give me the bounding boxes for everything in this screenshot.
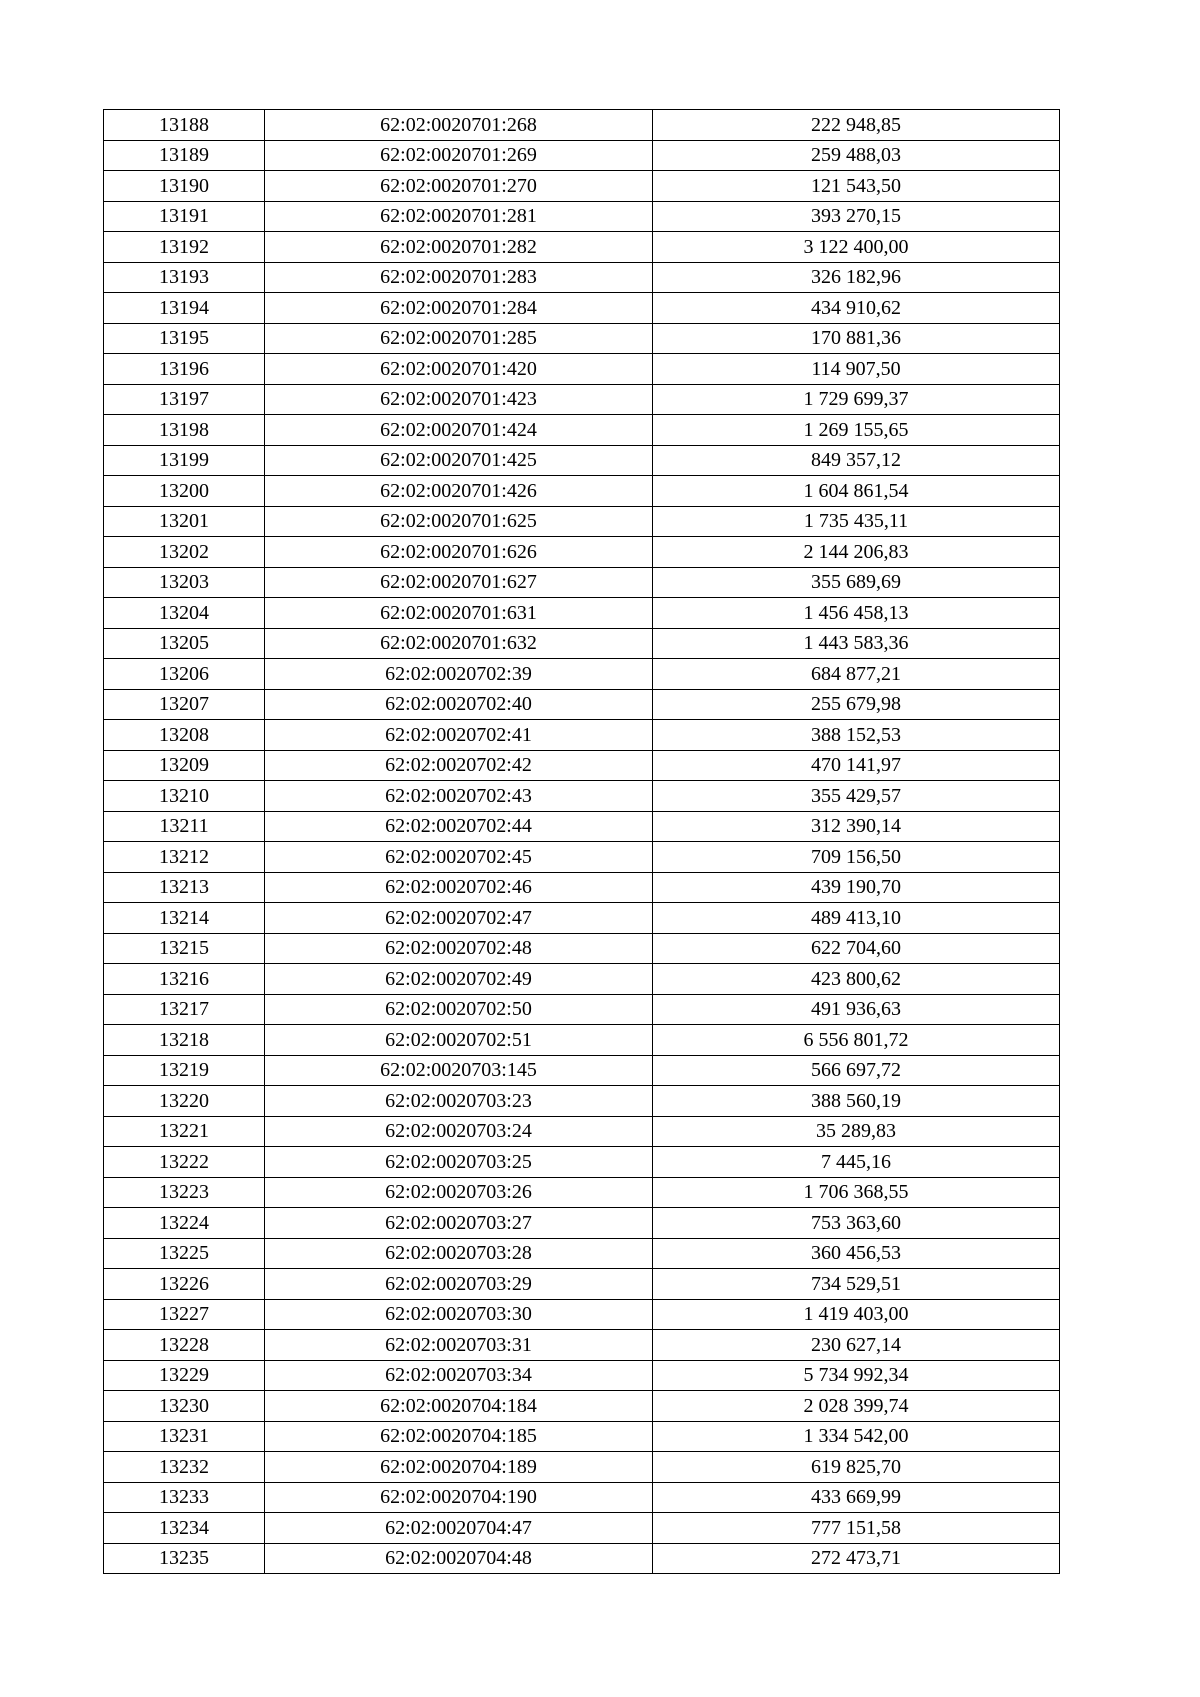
cadastral-number-cell: 62:02:0020702:44	[265, 811, 653, 842]
cadastral-value-cell: 1 729 699,37	[653, 384, 1060, 415]
cadastral-value-cell: 326 182,96	[653, 262, 1060, 293]
table-body	[104, 110, 1060, 1574]
cadastral-value-cell: 434 910,62	[653, 293, 1060, 324]
cadastral-value-cell: 7 445,16	[653, 1147, 1060, 1178]
row-number-cell: 13200	[104, 476, 265, 507]
cadastral-number-cell: 62:02:0020701:284	[265, 293, 653, 324]
row-number-cell: 13198	[104, 415, 265, 446]
cadastral-value-cell: 491 936,63	[653, 994, 1060, 1025]
table-row	[104, 1513, 1060, 1544]
cadastral-number-cell: 62:02:0020703:29	[265, 1269, 653, 1300]
cadastral-value-cell: 709 156,50	[653, 842, 1060, 873]
row-number-cell: 13196	[104, 354, 265, 385]
row-number-cell: 13224	[104, 1208, 265, 1239]
cadastral-number-cell: 62:02:0020704:185	[265, 1421, 653, 1452]
cadastral-number-cell: 62:02:0020703:24	[265, 1116, 653, 1147]
cadastral-number-cell: 62:02:0020701:426	[265, 476, 653, 507]
cadastral-number-cell: 62:02:0020702:39	[265, 659, 653, 690]
cadastral-number-cell: 62:02:0020703:23	[265, 1086, 653, 1117]
cadastral-value-cell: 121 543,50	[653, 171, 1060, 202]
cadastral-value-cell: 230 627,14	[653, 1330, 1060, 1361]
cadastral-number-cell: 62:02:0020702:43	[265, 781, 653, 812]
cadastral-value-cell: 5 734 992,34	[653, 1360, 1060, 1391]
table-row	[104, 720, 1060, 751]
cadastral-number-cell: 62:02:0020703:26	[265, 1177, 653, 1208]
cadastral-number-cell: 62:02:0020703:31	[265, 1330, 653, 1361]
cadastral-number-cell: 62:02:0020701:283	[265, 262, 653, 293]
cadastral-value-cell: 3 122 400,00	[653, 232, 1060, 263]
row-number-cell: 13201	[104, 506, 265, 537]
row-number-cell: 13195	[104, 323, 265, 354]
table-row	[104, 903, 1060, 934]
table-row	[104, 1330, 1060, 1361]
table-row	[104, 171, 1060, 202]
cadastral-value-cell: 355 429,57	[653, 781, 1060, 812]
row-number-cell: 13209	[104, 750, 265, 781]
cadastral-value-cell: 1 443 583,36	[653, 628, 1060, 659]
cadastral-number-cell: 62:02:0020702:49	[265, 964, 653, 995]
row-number-cell: 13192	[104, 232, 265, 263]
row-number-cell: 13188	[104, 110, 265, 141]
row-number-cell: 13207	[104, 689, 265, 720]
table-row	[104, 781, 1060, 812]
cadastral-number-cell: 62:02:0020702:42	[265, 750, 653, 781]
table-row	[104, 476, 1060, 507]
cadastral-number-cell: 62:02:0020701:627	[265, 567, 653, 598]
row-number-cell: 13208	[104, 720, 265, 751]
row-number-cell: 13231	[104, 1421, 265, 1452]
row-number-cell: 13190	[104, 171, 265, 202]
row-number-cell: 13203	[104, 567, 265, 598]
cadastral-number-cell: 62:02:0020701:625	[265, 506, 653, 537]
table-row	[104, 293, 1060, 324]
row-number-cell: 13230	[104, 1391, 265, 1422]
row-number-cell: 13199	[104, 445, 265, 476]
cadastral-number-cell: 62:02:0020704:184	[265, 1391, 653, 1422]
cadastral-value-cell: 114 907,50	[653, 354, 1060, 385]
table-row	[104, 1208, 1060, 1239]
cadastral-value-table	[103, 109, 1060, 1574]
cadastral-number-cell: 62:02:0020702:41	[265, 720, 653, 751]
cadastral-number-cell: 62:02:0020701:282	[265, 232, 653, 263]
row-number-cell: 13225	[104, 1238, 265, 1269]
table-row	[104, 659, 1060, 690]
cadastral-value-cell: 360 456,53	[653, 1238, 1060, 1269]
cadastral-value-cell: 1 456 458,13	[653, 598, 1060, 629]
table-row	[104, 964, 1060, 995]
table-row	[104, 1269, 1060, 1300]
row-number-cell: 13194	[104, 293, 265, 324]
cadastral-number-cell: 62:02:0020701:270	[265, 171, 653, 202]
cadastral-number-cell: 62:02:0020701:285	[265, 323, 653, 354]
table-row	[104, 201, 1060, 232]
table-row	[104, 1086, 1060, 1117]
table-row	[104, 598, 1060, 629]
table-row	[104, 811, 1060, 842]
cadastral-value-cell: 393 270,15	[653, 201, 1060, 232]
row-number-cell: 13204	[104, 598, 265, 629]
cadastral-value-cell: 312 390,14	[653, 811, 1060, 842]
table-row	[104, 750, 1060, 781]
cadastral-value-cell: 1 419 403,00	[653, 1299, 1060, 1330]
cadastral-number-cell: 62:02:0020701:423	[265, 384, 653, 415]
cadastral-number-cell: 62:02:0020702:47	[265, 903, 653, 934]
cadastral-number-cell: 62:02:0020704:190	[265, 1482, 653, 1513]
cadastral-value-cell: 1 706 368,55	[653, 1177, 1060, 1208]
cadastral-number-cell: 62:02:0020701:420	[265, 354, 653, 385]
row-number-cell: 13223	[104, 1177, 265, 1208]
cadastral-number-cell: 62:02:0020703:30	[265, 1299, 653, 1330]
row-number-cell: 13206	[104, 659, 265, 690]
cadastral-number-cell: 62:02:0020701:424	[265, 415, 653, 446]
cadastral-value-cell: 849 357,12	[653, 445, 1060, 476]
row-number-cell: 13229	[104, 1360, 265, 1391]
cadastral-value-cell: 272 473,71	[653, 1543, 1060, 1574]
cadastral-number-cell: 62:02:0020703:145	[265, 1055, 653, 1086]
row-number-cell: 13227	[104, 1299, 265, 1330]
row-number-cell: 13222	[104, 1147, 265, 1178]
row-number-cell: 13211	[104, 811, 265, 842]
table-row	[104, 689, 1060, 720]
table-row	[104, 415, 1060, 446]
cadastral-value-cell: 1 334 542,00	[653, 1421, 1060, 1452]
cadastral-value-cell: 433 669,99	[653, 1482, 1060, 1513]
table-row	[104, 1391, 1060, 1422]
cadastral-number-cell: 62:02:0020702:51	[265, 1025, 653, 1056]
cadastral-number-cell: 62:02:0020701:631	[265, 598, 653, 629]
table-row	[104, 1299, 1060, 1330]
cadastral-value-cell: 734 529,51	[653, 1269, 1060, 1300]
table-row	[104, 1238, 1060, 1269]
cadastral-number-cell: 62:02:0020701:268	[265, 110, 653, 141]
table-row	[104, 1177, 1060, 1208]
table-row	[104, 1116, 1060, 1147]
cadastral-number-cell: 62:02:0020702:40	[265, 689, 653, 720]
row-number-cell: 13218	[104, 1025, 265, 1056]
table-row	[104, 110, 1060, 141]
cadastral-number-cell: 62:02:0020702:48	[265, 933, 653, 964]
table-row	[104, 262, 1060, 293]
table-row	[104, 1360, 1060, 1391]
table-row	[104, 1055, 1060, 1086]
table-row	[104, 140, 1060, 171]
cadastral-number-cell: 62:02:0020702:46	[265, 872, 653, 903]
table-row	[104, 1543, 1060, 1574]
table-row	[104, 1452, 1060, 1483]
cadastral-value-cell: 222 948,85	[653, 110, 1060, 141]
cadastral-number-cell: 62:02:0020701:425	[265, 445, 653, 476]
cadastral-number-cell: 62:02:0020703:28	[265, 1238, 653, 1269]
cadastral-number-cell: 62:02:0020703:27	[265, 1208, 653, 1239]
cadastral-number-cell: 62:02:0020704:47	[265, 1513, 653, 1544]
row-number-cell: 13210	[104, 781, 265, 812]
table-row	[104, 1025, 1060, 1056]
cadastral-value-cell: 777 151,58	[653, 1513, 1060, 1544]
cadastral-value-cell: 1 269 155,65	[653, 415, 1060, 446]
table-row	[104, 1147, 1060, 1178]
cadastral-value-cell: 619 825,70	[653, 1452, 1060, 1483]
row-number-cell: 13214	[104, 903, 265, 934]
cadastral-number-cell: 62:02:0020702:50	[265, 994, 653, 1025]
row-number-cell: 13217	[104, 994, 265, 1025]
row-number-cell: 13212	[104, 842, 265, 873]
table-row	[104, 1482, 1060, 1513]
cadastral-number-cell: 62:02:0020702:45	[265, 842, 653, 873]
cadastral-value-cell: 259 488,03	[653, 140, 1060, 171]
cadastral-number-cell: 62:02:0020704:189	[265, 1452, 653, 1483]
table-row	[104, 994, 1060, 1025]
cadastral-number-cell: 62:02:0020701:626	[265, 537, 653, 568]
cadastral-value-cell: 439 190,70	[653, 872, 1060, 903]
cadastral-value-cell: 255 679,98	[653, 689, 1060, 720]
row-number-cell: 13221	[104, 1116, 265, 1147]
table-row	[104, 354, 1060, 385]
table-row	[104, 232, 1060, 263]
table-row	[104, 842, 1060, 873]
row-number-cell: 13219	[104, 1055, 265, 1086]
cadastral-value-cell: 2 028 399,74	[653, 1391, 1060, 1422]
row-number-cell: 13228	[104, 1330, 265, 1361]
cadastral-value-cell: 35 289,83	[653, 1116, 1060, 1147]
cadastral-number-cell: 62:02:0020701:269	[265, 140, 653, 171]
row-number-cell: 13216	[104, 964, 265, 995]
row-number-cell: 13202	[104, 537, 265, 568]
table-row	[104, 1421, 1060, 1452]
table-row	[104, 567, 1060, 598]
table-row	[104, 872, 1060, 903]
cadastral-number-cell: 62:02:0020703:34	[265, 1360, 653, 1391]
cadastral-value-cell: 753 363,60	[653, 1208, 1060, 1239]
cadastral-value-cell: 423 800,62	[653, 964, 1060, 995]
row-number-cell: 13189	[104, 140, 265, 171]
cadastral-value-cell: 470 141,97	[653, 750, 1060, 781]
cadastral-value-cell: 388 152,53	[653, 720, 1060, 751]
row-number-cell: 13197	[104, 384, 265, 415]
table-row	[104, 384, 1060, 415]
table-row	[104, 933, 1060, 964]
cadastral-value-cell: 489 413,10	[653, 903, 1060, 934]
row-number-cell: 13220	[104, 1086, 265, 1117]
cadastral-value-cell: 388 560,19	[653, 1086, 1060, 1117]
cadastral-value-cell: 355 689,69	[653, 567, 1060, 598]
row-number-cell: 13234	[104, 1513, 265, 1544]
table-row	[104, 537, 1060, 568]
row-number-cell: 13215	[104, 933, 265, 964]
row-number-cell: 13213	[104, 872, 265, 903]
table-row	[104, 323, 1060, 354]
cadastral-value-cell: 1 735 435,11	[653, 506, 1060, 537]
cadastral-value-cell: 2 144 206,83	[653, 537, 1060, 568]
row-number-cell: 13226	[104, 1269, 265, 1300]
cadastral-number-cell: 62:02:0020701:281	[265, 201, 653, 232]
cadastral-value-cell: 684 877,21	[653, 659, 1060, 690]
row-number-cell: 13233	[104, 1482, 265, 1513]
cadastral-number-cell: 62:02:0020704:48	[265, 1543, 653, 1574]
cadastral-value-cell: 170 881,36	[653, 323, 1060, 354]
table-row	[104, 506, 1060, 537]
cadastral-value-cell: 566 697,72	[653, 1055, 1060, 1086]
row-number-cell: 13193	[104, 262, 265, 293]
cadastral-value-cell: 622 704,60	[653, 933, 1060, 964]
cadastral-value-cell: 1 604 861,54	[653, 476, 1060, 507]
cadastral-number-cell: 62:02:0020703:25	[265, 1147, 653, 1178]
row-number-cell: 13191	[104, 201, 265, 232]
row-number-cell: 13232	[104, 1452, 265, 1483]
row-number-cell: 13205	[104, 628, 265, 659]
cadastral-number-cell: 62:02:0020701:632	[265, 628, 653, 659]
row-number-cell: 13235	[104, 1543, 265, 1574]
table-row	[104, 628, 1060, 659]
table-row	[104, 445, 1060, 476]
cadastral-value-cell: 6 556 801,72	[653, 1025, 1060, 1056]
